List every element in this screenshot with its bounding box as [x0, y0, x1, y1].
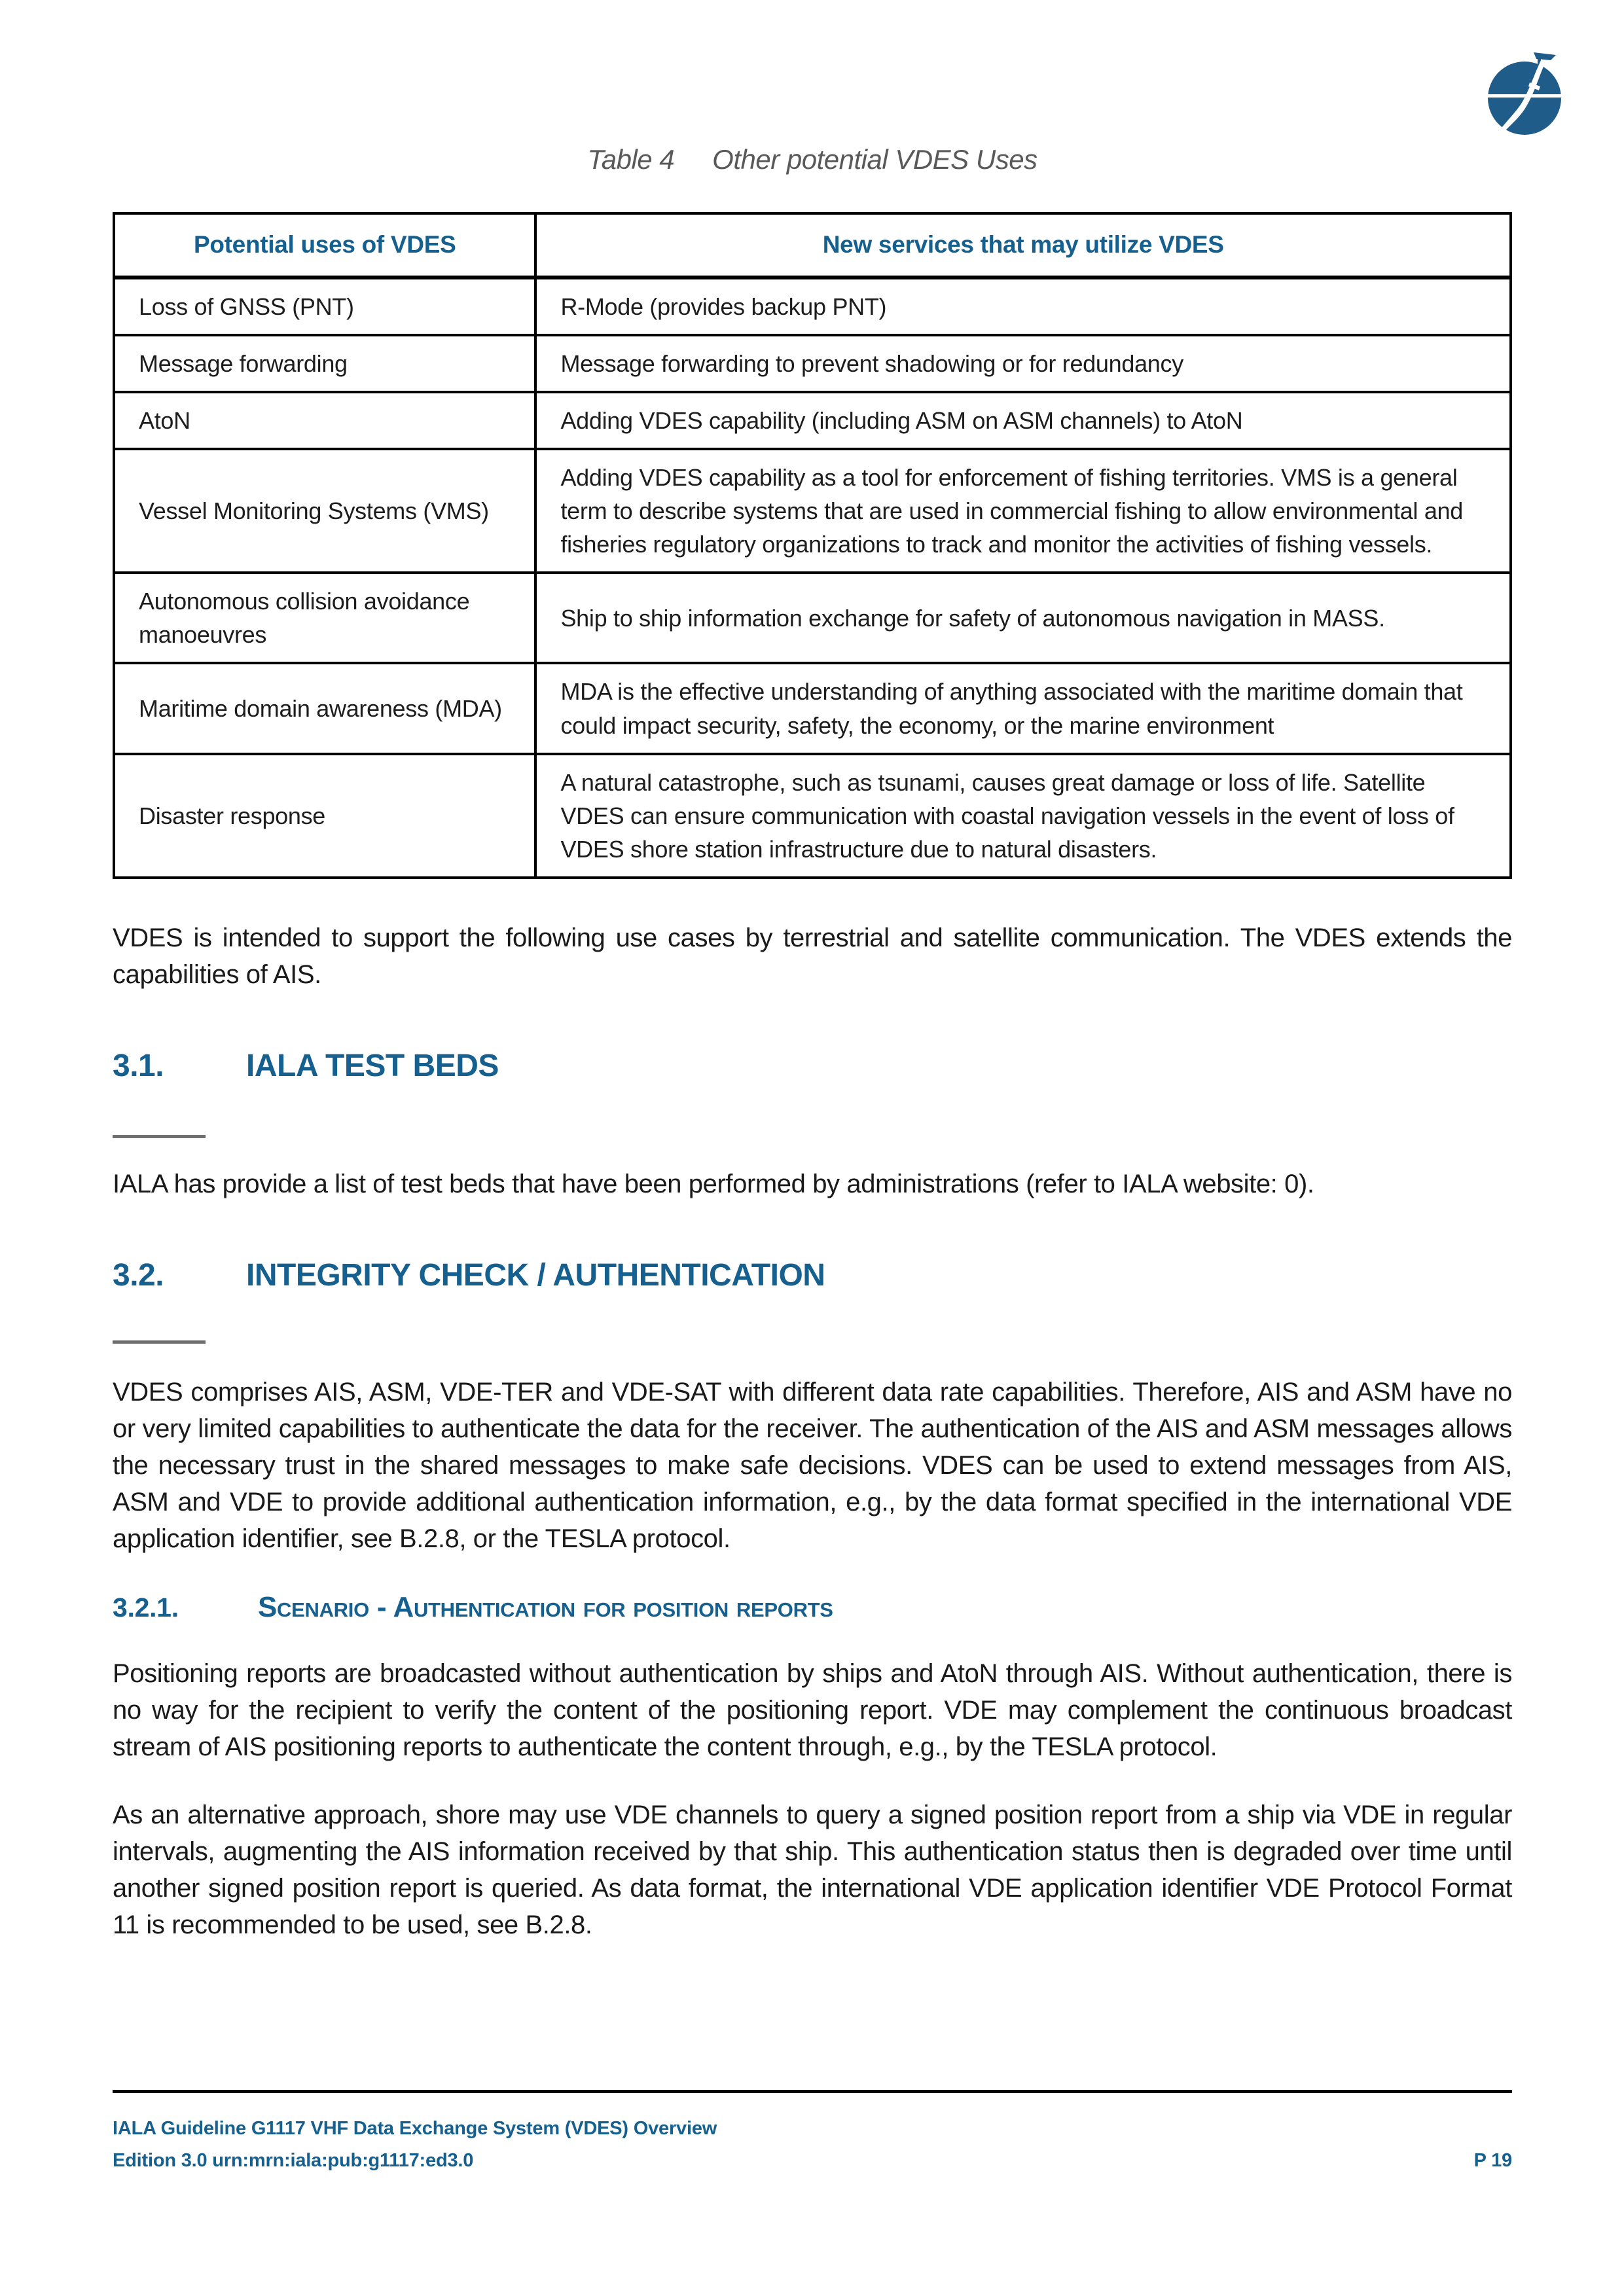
- footer-edition: Edition 3.0 urn:mrn:iala:pub:g1117:ed3.0: [113, 2150, 474, 2171]
- section-number: 3.1.: [113, 1048, 164, 1083]
- cell-service: Message forwarding to prevent shadowing or for redundancy: [535, 335, 1511, 392]
- section-heading-3-2-1: [113, 1591, 1512, 1624]
- footnote-separator-rule: [113, 1340, 206, 1344]
- section-title: IALA TEST BEDS: [246, 1048, 499, 1083]
- cell-service: Adding VDES capability as a tool for enforcement of fishing territories. VMS is a general term to describe systems that are used in commercial fishing to allow environmental and fisheries regulatory organizations to track and monitor the activities of fishing vessels.: [535, 449, 1511, 573]
- table-row: [114, 573, 1511, 663]
- cell-use: Message forwarding: [114, 335, 535, 392]
- section-number: 3.2.: [113, 1257, 164, 1293]
- cell-use: Disaster response: [114, 754, 535, 878]
- page-footer: [113, 2090, 1512, 2172]
- section-heading-3-2: [113, 1257, 1512, 1293]
- vdes-uses-table: [113, 212, 1512, 879]
- intro-paragraph: VDES is intended to support the following use cases by terrestrial and satellite communication. The VDES extends the capabilities of AIS.: [113, 923, 1512, 989]
- table-caption: [113, 144, 1512, 175]
- table-row: [114, 335, 1511, 392]
- cell-service: Ship to ship information exchange for safety of autonomous navigation in MASS.: [535, 573, 1511, 663]
- cell-service: R-Mode (provides backup PNT): [535, 278, 1511, 335]
- table-row: [114, 278, 1511, 335]
- cell-use: Loss of GNSS (PNT): [114, 278, 535, 335]
- section-3-2-paragraph: VDES comprises AIS, ASM, VDE-TER and VDE-SAT with different data rate capabilities. Therefore, AIS and ASM have no or very limited capabilities to authenticate the data for the receiver. The authentication of the AIS and ASM messages allows the necessary trust in the shared messages to make safe decisions. VDES can be used to extend messages from AIS, ASM and VDE to provide additional authentication information, e.g., by the data format specified in the international VDE application identifier, see B.2.8, or the TESLA protocol.: [113, 1377, 1512, 1553]
- section-title: INTEGRITY CHECK / AUTHENTICATION: [246, 1257, 825, 1293]
- column-header-potential-uses: Potential uses of VDES: [114, 213, 535, 278]
- section-number: 3.2.1.: [113, 1592, 179, 1623]
- table-row: [114, 754, 1511, 878]
- footer-page-number: P 19: [1473, 2150, 1512, 2171]
- cell-service: Adding VDES capability (including ASM on ASM channels) to AtoN: [535, 392, 1511, 449]
- cell-use: Vessel Monitoring Systems (VMS): [114, 449, 535, 573]
- table-caption-title: Other potential VDES Uses: [712, 144, 1038, 175]
- table-caption-label: Table 4: [587, 144, 675, 175]
- footer-document-title: IALA Guideline G1117 VHF Data Exchange System (VDES) Overview: [113, 2118, 717, 2139]
- column-header-new-services: New services that may utilize VDES: [535, 213, 1511, 278]
- section-heading-3-1: [113, 1048, 1512, 1084]
- footnote-separator-rule: [113, 1135, 206, 1138]
- table-row: [114, 663, 1511, 753]
- section-3-2-1-paragraph-1: Positioning reports are broadcasted without authentication by ships and AtoN through AIS. Without authentication, there is no way for the recipient to verify the content of the positioning report. VDE may complement the continuous broadcast stream of AIS positioning reports to authenticate the content through, e.g., by the TESLA protocol.: [113, 1659, 1512, 1761]
- cell-use: AtoN: [114, 392, 535, 449]
- section-title: Scenario - Authentication for position reports: [258, 1590, 833, 1623]
- page-content: [113, 0, 1512, 1943]
- section-3-1-paragraph: IALA has provide a list of test beds that have been performed by administrations (refer to IALA website: 0).: [113, 1169, 1314, 1198]
- table-row: [114, 449, 1511, 573]
- cell-service: A natural catastrophe, such as tsunami, causes great damage or loss of life. Satellite VDES can ensure communication with coastal navigation vessels in the event of loss of VDES shore station infrastructure due to natural disasters.: [535, 754, 1511, 878]
- table-row: [114, 392, 1511, 449]
- cell-use: Maritime domain awareness (MDA): [114, 663, 535, 753]
- cell-use: Autonomous collision avoidance manoeuvres: [114, 573, 535, 663]
- section-3-2-1-paragraph-2: As an alternative approach, shore may use VDE channels to query a signed position report from a ship via VDE in regular intervals, augmenting the AIS information received by that ship. This authentication status then is degraded over time until another signed position report is queried. As data format, the international VDE application identifier VDE Protocol Format 11 is recommended to be used, see B.2.8.: [113, 1800, 1512, 1939]
- table-header-row: [114, 213, 1511, 278]
- cell-service: MDA is the effective understanding of anything associated with the maritime domain that could impact security, safety, the economy, or the marine environment: [535, 663, 1511, 753]
